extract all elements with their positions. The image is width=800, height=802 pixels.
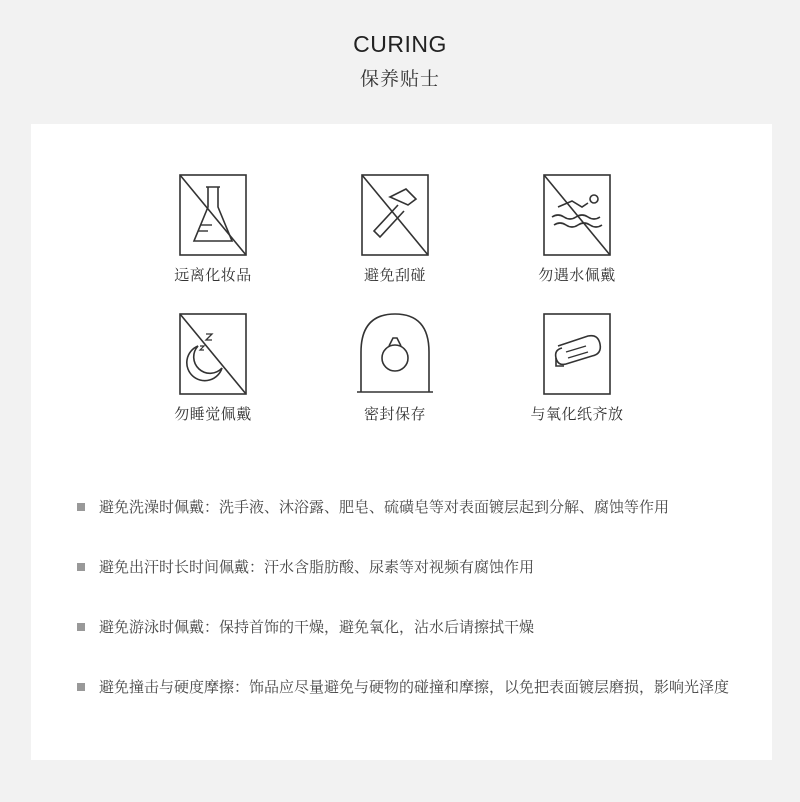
- page-title: CURING: [353, 31, 447, 57]
- tip-text: 避免出汗时长时间佩戴：汗水含脂肪酸、尿素等对视频有腐蚀作用: [99, 558, 535, 576]
- care-item-label: 远离化妆品: [174, 266, 252, 284]
- tip-text: 避免游泳时佩戴：保持首饰的干燥，避免氧化，沾水后请擦拭干燥: [99, 618, 535, 636]
- list-item: [77, 615, 737, 639]
- care-item-label: 与氧化纸齐放: [530, 405, 624, 423]
- page-subtitle: 保养贴士: [359, 68, 440, 90]
- list-item: [77, 675, 737, 699]
- care-item-label: 勿遇水佩戴: [538, 266, 616, 284]
- care-item-paper: [477, 312, 677, 424]
- bullet-square-icon: [77, 563, 85, 571]
- care-item-label: 勿睡觉佩戴: [174, 405, 252, 423]
- swimming-icon: [542, 173, 612, 257]
- bullet-square-icon: [77, 623, 85, 631]
- bullet-square-icon: [77, 503, 85, 511]
- care-item-label: 密封保存: [363, 405, 426, 423]
- tip-text: 避免洗澡时佩戴：洗手液、沐浴露、肥皂、硫磺皂等对表面镀层起到分解、腐蚀等作用: [99, 498, 670, 516]
- care-item-water: [477, 173, 677, 285]
- tip-text: 避免撞击与硬度摩擦：饰品应尽量避免与硬物的碰撞和摩擦，以免把表面镀层磨损，影响光泽度: [99, 678, 730, 696]
- care-item-cosmetics: [113, 173, 313, 285]
- sleep-icon: [178, 312, 248, 396]
- list-item: [77, 555, 737, 579]
- bullet-square-icon: [77, 683, 85, 691]
- care-item-sleep: [113, 312, 313, 424]
- paper-icon: [542, 312, 612, 396]
- list-item: [77, 495, 737, 519]
- care-item-label: 避免刮碰: [363, 266, 426, 284]
- care-tips-card: [31, 124, 772, 760]
- sealed-bag-icon: [355, 312, 435, 396]
- care-item-scratch: [295, 173, 495, 285]
- hammer-icon: [360, 173, 430, 257]
- beaker-icon: [178, 173, 248, 257]
- care-item-sealed: [295, 312, 495, 424]
